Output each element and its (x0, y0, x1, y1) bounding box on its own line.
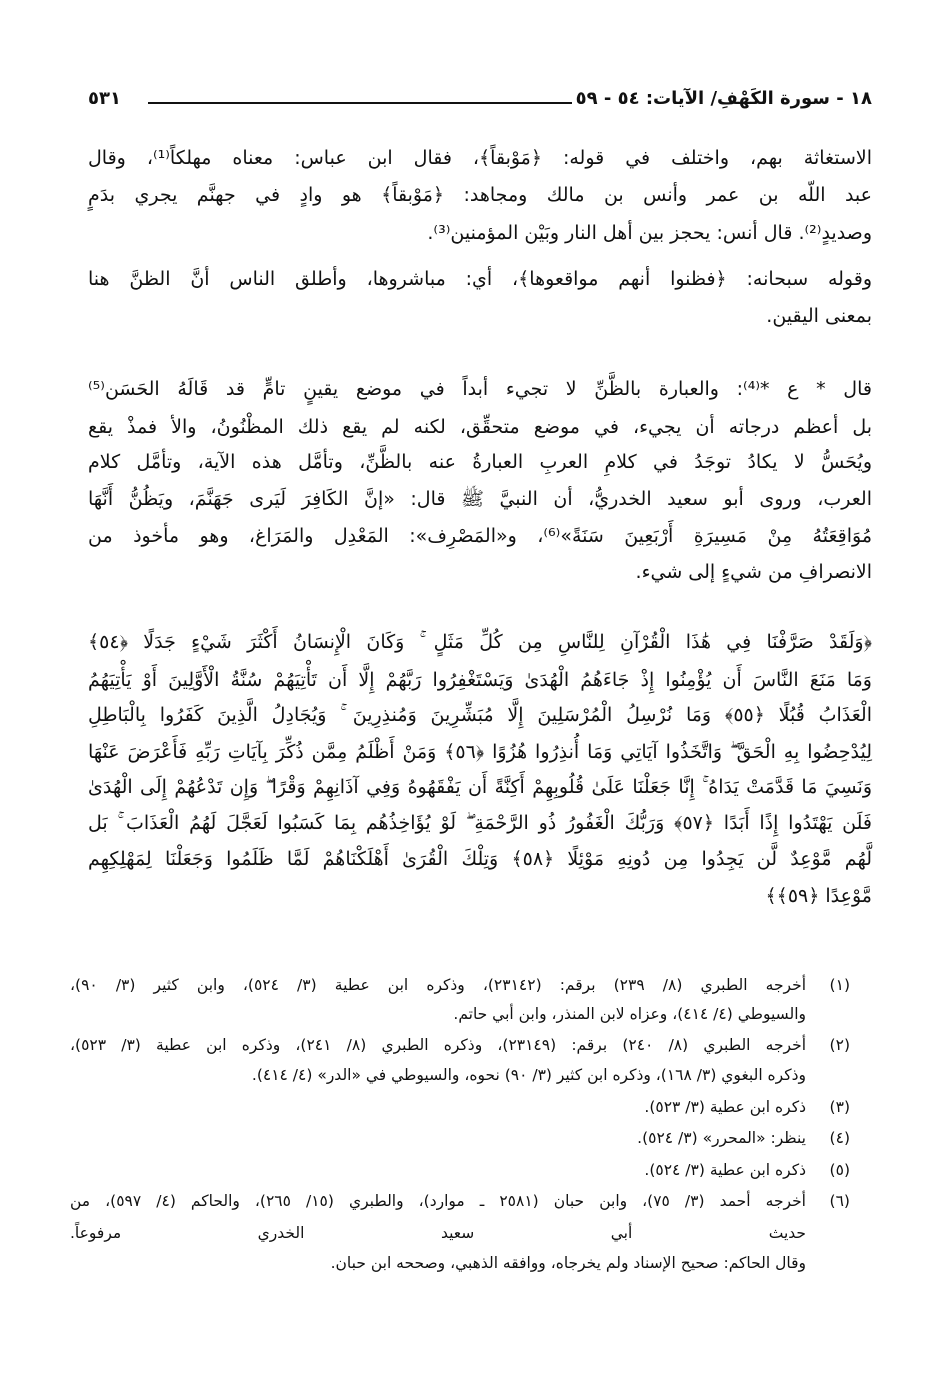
paragraph-line: وصديدٍ⁽²⁾. قال أنس: يحجز بين أهل النار وبَيْن المؤمنين⁽³⁾. (427, 222, 872, 244)
quran-verse-line: وَنَسِيَ مَا قَدَّمَتْ يَدَاهُ ۚ إِنَّا جَعَلْنَا عَلَىٰ قُلُوبِهِمْ أَكِنَّةً أَن يَفْقَهُوهُ وَفِي آذَانِهِمْ وَقْرًا ۖ وَإِن تَدْعُهُمْ إِلَى الْهُدَىٰ (88, 776, 873, 798)
paragraph-line: قال * ع *⁽⁴⁾: والعبارة بالظَّنِّ لا تجيء أبداً في موضع يقينٍ تامٍّ قد قَالَهُ الحَسَن⁽⁵⁾ (88, 378, 872, 400)
footnote-number: (٤) (829, 1129, 850, 1147)
paragraph-line: عبد اللّه بن عمر وأنس بن مالك ومجاهد: ﴿مَوْبقاً﴾ هو وادٍ في جهنَّم يجري بدَمٍ (88, 184, 872, 206)
footnote-number: (٥) (829, 1161, 850, 1179)
quran-verse-line: لَّهُم مَّوْعِدٌ لَّن يَجِدُوا مِن دُونِهِ مَوْئِلًا ﴿٥٨﴾ وَتِلْكَ الْقُرَىٰ أَهْلَكْنَاهُمْ لَمَّا ظَلَمُوا وَجَعَلْنَا لِمَهْلِكِهِم (88, 848, 872, 870)
footnote-number: (١) (829, 976, 850, 994)
footnote-number: (٣) (829, 1098, 850, 1116)
footnote-text: أخرجه الطبري (٨/ ٢٤٠) برقم: (٢٣١٤٩)، وذكره الطبري (٨/ ٢٤١)، وذكره ابن عطية (٣/ ٥٢٣)، (70, 1036, 806, 1054)
quran-verse-line: مَّوْعِدًا ﴿٥٩﴾﴾ (765, 885, 872, 907)
footnote-line (70, 972, 850, 998)
paragraph-line: وقوله سبحانه: ﴿فظنوا أنهم مواقعوها﴾، أي: مباشروها، وأطلق الناس أنَّ الظنَّ هنا (88, 268, 872, 290)
paragraph-line: ويُحَسُّ لا يكادُ توجَدُ في كلامِ العربِ العبارةُ عنه بالظَّنِّ، وتأمَّل هذه الآية، وتأمَّل كلام (88, 451, 872, 473)
quran-verse-line: لِيُدْحِضُوا بِهِ الْحَقَّ ۖ وَاتَّخَذُوا آيَاتِي وَمَا أُنذِرُوا هُزُوًا ﴿٥٦﴾ وَمَنْ أَظْلَمُ مِمَّن ذُكِّرَ بِآيَاتِ رَبِّهِ فَأَعْرَضَ عَنْهَا (88, 741, 873, 763)
footnote-text: ذكره ابن عطية (٣/ ٥٢٤). (644, 1161, 806, 1179)
footnote-text: وذكره البغوي (٣/ ١٦٨)، وذكره ابن كثير (٣/ ٩٠) نحوه، والسيوطي في «الدر» (٤/ ٤١٤). (251, 1066, 806, 1084)
page-number: ٥٣١ (88, 88, 121, 109)
footnote-text: ينظر: «المحرر» (٣/ ٥٢٤). (637, 1129, 806, 1147)
footnote-line (70, 1250, 850, 1276)
footnote-line (70, 1220, 850, 1246)
paragraph-line: بل أعظم درجاته أن يجيء، في موضع متحقِّق، لكنه لم يقع ذلك المظْنُونُ، والأ فمذْ يقع (88, 416, 872, 438)
quran-verse-line: وَمَا مَنَعَ النَّاسَ أَن يُؤْمِنُوا إِذْ جَاءَهُمُ الْهُدَىٰ وَيَسْتَغْفِرُوا رَبَّهُمْ إِلَّا أَن تَأْتِيَهُمْ سُنَّةُ الْأَوَّلِينَ أَوْ يَأْتِيَهُمُ (88, 669, 872, 691)
footnote-text: وقال الحاكم: صحيح الإسناد ولم يخرجاه، ووافقه الذهبي، وصححه ابن حبان. (330, 1254, 806, 1272)
paragraph-line: الاستغاثة بهم، واختلف في قوله: ﴿مَوْبقاً﴾، فقال ابن عباس: معناه مهلكاً⁽¹⁾، وقال (88, 147, 872, 169)
quran-verse-line: الْعَذَابُ قُبُلًا ﴿٥٥﴾ وَمَا نُرْسِلُ الْمُرْسَلِينَ إِلَّا مُبَشِّرِينَ وَمُنذِرِينَ ۚ وَيُجَادِلُ الَّذِينَ كَفَرُوا بِالْبَاطِلِ (88, 704, 872, 726)
paragraph-line: مُوَاقِعَتُهُ مِنْ مَسِيرَةِ أَرْبَعِينَ سَنَةً»⁽⁶⁾، و«المَصْرِف»: المَعْدِل والمَرَاغ، وهو مأخوذ من (88, 525, 872, 547)
footnote-number: (٢) (829, 1036, 850, 1054)
header-title: ١٨ - سورة الكَهْفِ/ الآيات: ٥٤ - ٥٩ (575, 88, 872, 109)
footnote-text: أخرجه الطبري (٨/ ٢٣٩) برقم: (٢٣١٤٢)، وذكره ابن عطية (٣/ ٥٢٤)، وابن كثير (٣/ ٩٠)، (70, 976, 806, 994)
quran-verse-line: فَلَن يَهْتَدُوا إِذًا أَبَدًا ﴿٥٧﴾ وَرَبُّكَ الْغَفُورُ ذُو الرَّحْمَةِ ۖ لَوْ يُؤَاخِذُهُم بِمَا كَسَبُوا لَعَجَّلَ لَهُمُ الْعَذَابَ ۚ بَل (88, 812, 873, 834)
footnote-line (70, 1001, 850, 1027)
footnote-line (70, 1062, 850, 1088)
paragraph-line: بمعنى اليقين. (766, 305, 872, 327)
footnote-text: أخرجه أحمد (٣/ ٧٥)، وابن حبان (٢٥٨١ ـ موارد)، والطبري (١٥/ ٢٦٥)، والحاكم (٤/ ٥٩٧)، من (70, 1192, 806, 1210)
footnote-line (70, 1157, 850, 1183)
footnote-text: ذكره ابن عطية (٣/ ٥٢٣). (644, 1098, 806, 1116)
header-rule (148, 102, 572, 104)
footnote-line (70, 1032, 850, 1058)
quran-verse-line: ﴿وَلَقَدْ صَرَّفْنَا فِي هَٰذَا الْقُرْآنِ لِلنَّاسِ مِن كُلِّ مَثَلٍ ۚ وَكَانَ الْإِنسَانُ أَكْثَرَ شَيْءٍ جَدَلًا ﴿٥٤﴾ (88, 631, 872, 653)
footnote-text: والسيوطي (٤/ ٤١٤)، وعزاه لابن المنذر، وابن أبي حاتم. (453, 1005, 806, 1023)
footnote-line (70, 1094, 850, 1120)
paragraph-line: الانصرافِ من شيءٍ إلى شيء. (635, 561, 872, 583)
paragraph-line: العرب، وروى أبو سعيد الخدريُّ، أن النبيَّ ﷺ قال: «إنَّ الكَافِرَ لَيَرى جَهَنَّمَ، ويَظُنُّ أَنَّهَا (88, 488, 872, 510)
footnote-line (70, 1188, 850, 1214)
footnote-number: (٦) (829, 1192, 850, 1210)
running-header (88, 88, 872, 116)
footnote-line (70, 1125, 850, 1151)
footnote-text: حديث أبي سعيد الخدري مرفوعاً. (70, 1224, 806, 1242)
